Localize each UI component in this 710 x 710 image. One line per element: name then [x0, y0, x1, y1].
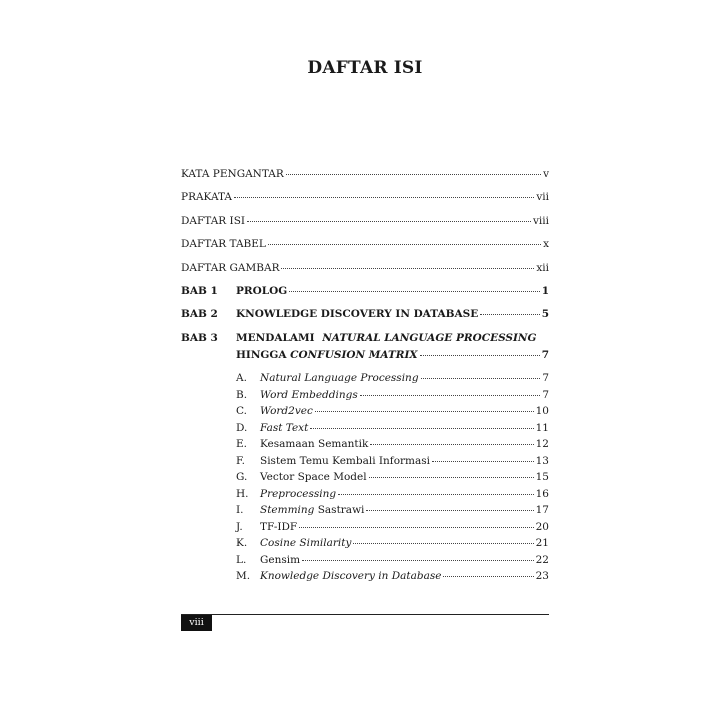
- section-entry: B. Word Embeddings 7: [236, 388, 549, 401]
- dot-leader: [234, 197, 534, 198]
- section-list: [236, 372, 549, 587]
- page-title: DAFTAR ISI: [307, 58, 423, 78]
- dot-leader: [360, 395, 541, 396]
- chapter-3-entry: [181, 332, 549, 366]
- section-entry: M. Knowledge Discovery in Database 23: [236, 570, 549, 582]
- section-entry: D. Fast Text 11: [236, 421, 549, 434]
- dot-leader: [289, 291, 539, 292]
- dot-leader: [369, 477, 534, 478]
- footer-rule: [181, 614, 549, 615]
- dot-leader: [370, 444, 533, 445]
- section-entry: L. Gensim 22: [236, 553, 549, 566]
- chapter-entry: BAB 2 KNOWLEDGE DISCOVERY IN DATABASE 5: [181, 308, 549, 321]
- toc-entry: KATA PENGANTAR v: [181, 168, 549, 180]
- section-entry: G. Vector Space Model 15: [236, 471, 549, 483]
- dot-leader: [310, 428, 533, 429]
- dot-leader: [286, 174, 541, 175]
- toc-entry: DAFTAR ISI viii: [181, 214, 549, 227]
- dot-leader: [302, 560, 534, 561]
- section-entry: C. Word2vec 10: [236, 405, 549, 417]
- chapter-3-line-1: BAB 3 MENDALAMI NATURAL LANGUAGE PROCESSING: [181, 332, 537, 344]
- dot-leader: [480, 314, 539, 315]
- dot-leader: [420, 355, 540, 356]
- section-entry: I. Stemming Sastrawi 17: [236, 504, 549, 516]
- dot-leader: [443, 576, 533, 577]
- chapter-entry: BAB 1 PROLOG 1: [181, 284, 549, 297]
- dot-leader: [315, 411, 534, 412]
- chapter-3-line-2: HINGGA CONFUSION MATRIX 7: [236, 349, 549, 361]
- dot-leader: [299, 527, 533, 528]
- dot-leader: [338, 494, 534, 495]
- dot-leader: [421, 378, 541, 379]
- section-entry: F. Sistem Temu Kembali Informasi 13: [236, 454, 549, 467]
- toc-entry: PRAKATA vii: [181, 191, 549, 204]
- dot-leader: [432, 461, 534, 462]
- dot-leader: [268, 244, 541, 245]
- dot-leader: [353, 543, 533, 544]
- front-matter-list: [181, 168, 549, 332]
- toc-entry: DAFTAR TABEL x: [181, 238, 549, 251]
- dot-leader: [247, 221, 531, 222]
- section-entry: K. Cosine Similarity 21: [236, 537, 549, 549]
- section-entry: J. TF-IDF 20: [236, 520, 549, 533]
- toc-entry: DAFTAR GAMBAR xii: [181, 261, 549, 274]
- section-entry: E. Kesamaan Semantik 12: [236, 438, 549, 450]
- dot-leader: [281, 268, 534, 269]
- section-entry: H. Preprocessing 16: [236, 487, 549, 500]
- dot-leader: [366, 510, 533, 511]
- page-number-badge: viii: [181, 615, 212, 631]
- section-entry: A. Natural Language Processing 7: [236, 372, 549, 384]
